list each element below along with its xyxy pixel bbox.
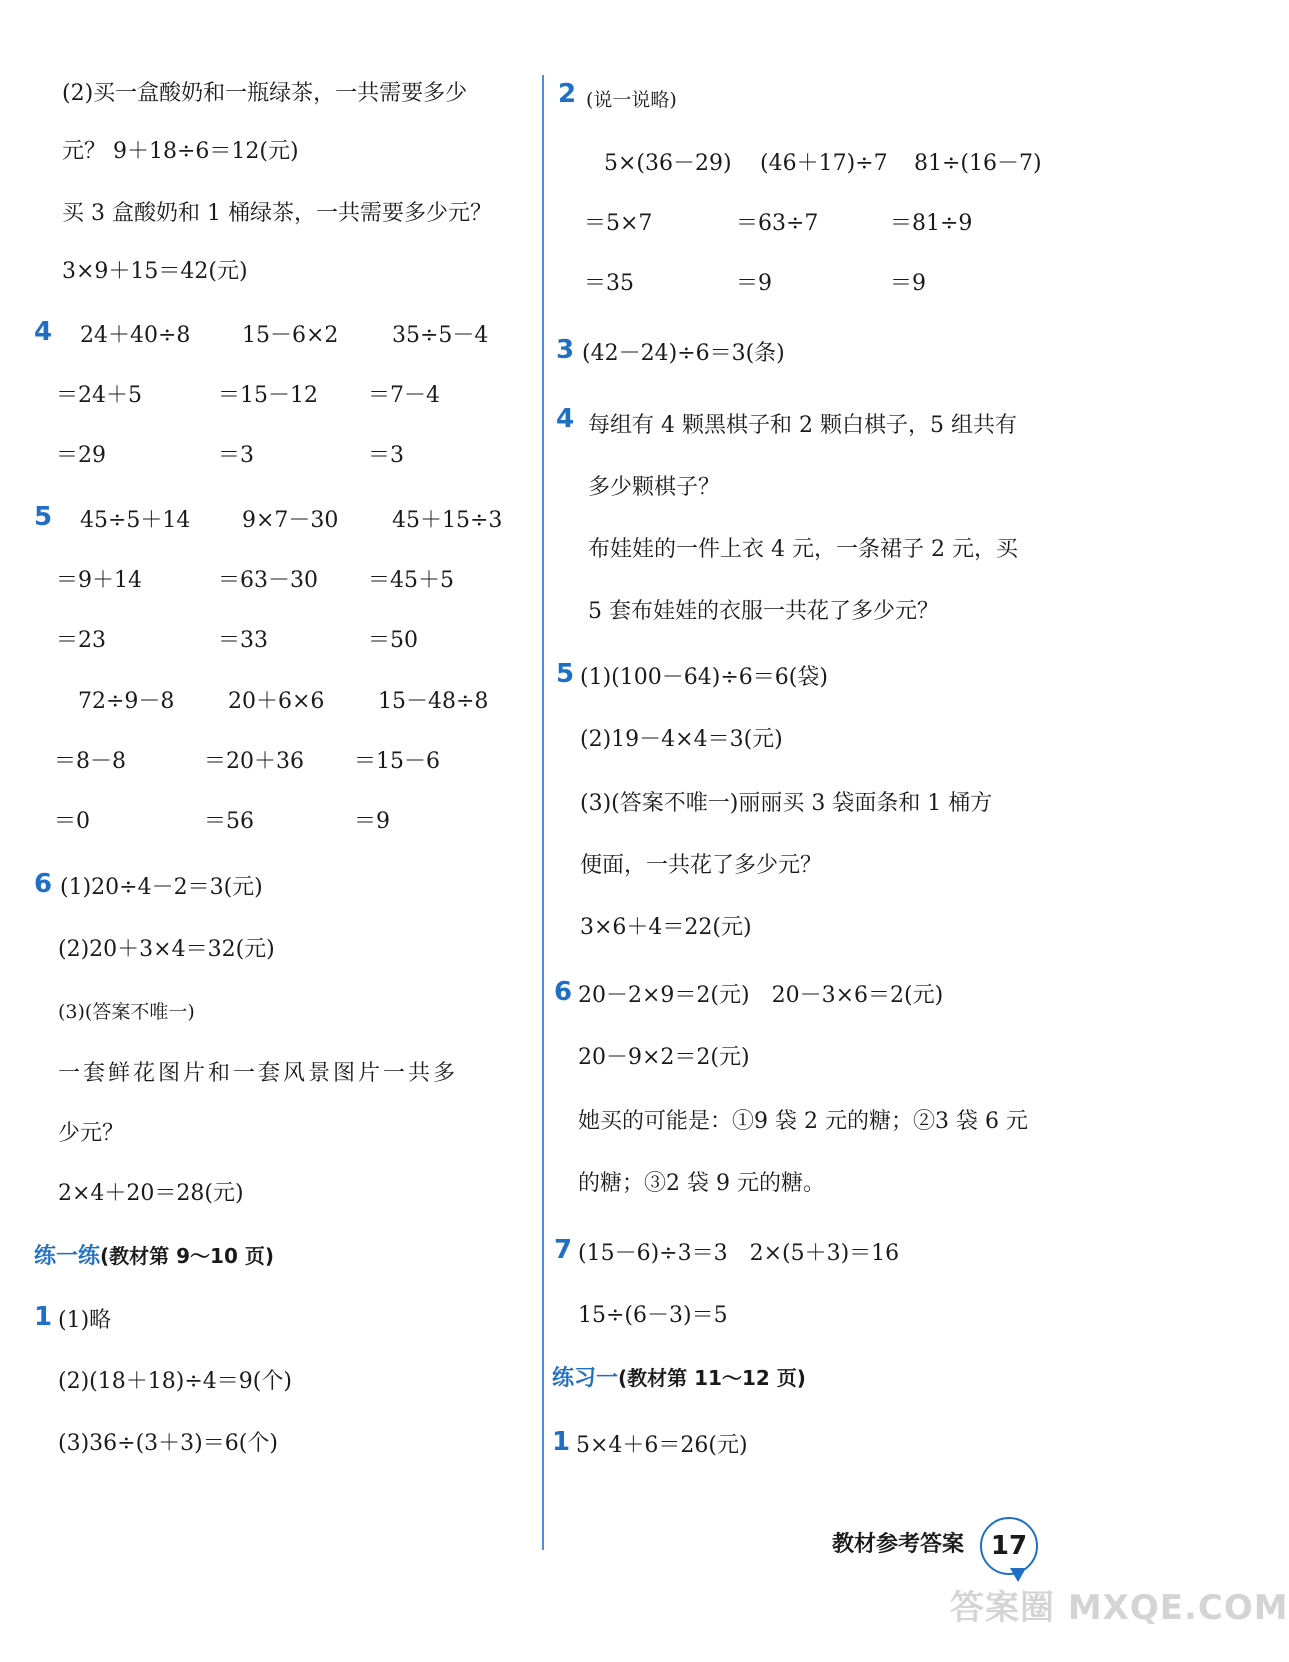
calc-step: 45＋15÷3 [392, 508, 503, 533]
calc-step: 15－6×2 [242, 323, 339, 348]
answer-text: (3)(答案不唯一)丽丽买 3 袋面条和 1 桶方 [580, 791, 993, 816]
answer-text: 20－2×9＝2(元) 20－3×6＝2(元) [578, 983, 944, 1008]
calc-step: ＝33 [218, 628, 268, 653]
answer-text: (42－24)÷6＝3(条) [582, 341, 785, 366]
question-number: 3 [556, 335, 575, 365]
answer-text: 一套鲜花图片和一套风景图片一共多 [58, 1061, 459, 1086]
calc-step: ＝23 [56, 628, 106, 653]
answer-text: (2)(18＋18)÷4＝9(个) [58, 1369, 292, 1394]
calc-step: ＝3 [218, 443, 254, 468]
calc-step: ＝63÷7 [736, 211, 819, 236]
calc-step: ＝9 [354, 809, 390, 834]
answer-text: (1)20÷4－2＝3(元) [60, 875, 263, 900]
calc-step: 24＋40÷8 [80, 323, 191, 348]
answer-text: 元？ 9＋18÷6＝12(元) [62, 139, 299, 164]
question-number: 4 [34, 317, 53, 347]
page-number: 17 [990, 1531, 1028, 1561]
question-number: 5 [556, 659, 575, 689]
calc-step: 45÷5＋14 [80, 508, 191, 533]
answer-text: 便面，一共花了多少元？ [580, 853, 823, 878]
page-number-badge [980, 1517, 1038, 1575]
answer-text: 的糖；③2 袋 9 元的糖。 [578, 1171, 825, 1196]
section-heading [552, 1364, 806, 1393]
calc-step: ＝81÷9 [890, 211, 973, 236]
calc-step: 5×(36－29) [604, 151, 732, 176]
calc-step: 9×7－30 [242, 508, 339, 533]
answer-text: 每组有 4 颗黑棋子和 2 颗白棋子，5 组共有 [588, 413, 1017, 438]
question-number: 1 [34, 1302, 53, 1332]
question-number: 5 [34, 502, 53, 532]
answer-text: 2×4＋20＝28(元) [58, 1181, 244, 1206]
answer-text: (2)19－4×4＝3(元) [580, 727, 783, 752]
section-label: 练一练 [34, 1244, 101, 1269]
answer-text: (2)20＋3×4＝32(元) [58, 937, 275, 962]
calc-step: ＝15－12 [218, 383, 318, 408]
calc-step: ＝35 [584, 271, 634, 296]
answer-note: (说一说略) [586, 89, 677, 111]
column-divider [542, 75, 544, 1550]
footer-title: 教材参考答案 [831, 1532, 964, 1557]
calc-step: ＝0 [54, 809, 90, 834]
calc-step: ＝29 [56, 443, 106, 468]
calc-step: ＝24＋5 [56, 383, 142, 408]
answer-text: (3)36÷(3＋3)＝6(个) [58, 1431, 278, 1456]
calc-step: ＝8－8 [54, 749, 126, 774]
section-page-ref: (教材第 11～12 页) [618, 1366, 806, 1390]
question-number: 2 [558, 79, 577, 109]
calc-step: 20＋6×6 [228, 689, 325, 714]
calc-step: (46＋17)÷7 [760, 151, 888, 176]
answer-text: 买 3 盒酸奶和 1 桶绿茶，一共需要多少元？ [62, 201, 492, 226]
answer-text: 20－9×2＝2(元) [578, 1045, 750, 1070]
answer-text: 3×6＋4＝22(元) [580, 915, 752, 940]
answer-text: (2)买一盒酸奶和一瓶绿茶，一共需要多少 [62, 81, 468, 106]
calc-step: ＝45＋5 [368, 568, 454, 593]
calc-step: ＝20＋36 [204, 749, 304, 774]
answer-text: 5 套布娃娃的衣服一共花了多少元？ [588, 599, 939, 624]
calc-step: 35÷5－4 [392, 323, 489, 348]
answer-text: 布娃娃的一件上衣 4 元，一条裙子 2 元，买 [588, 537, 1018, 562]
answer-text: (1)(100－64)÷6＝6(袋) [580, 665, 828, 690]
question-number: 7 [554, 1235, 573, 1265]
question-number: 4 [556, 404, 575, 434]
answer-text: 3×9＋15＝42(元) [62, 259, 248, 284]
calc-step: ＝5×7 [584, 211, 653, 236]
calc-step: ＝63－30 [218, 568, 318, 593]
calc-step: ＝3 [368, 443, 404, 468]
answer-text: 5×4＋6＝26(元) [576, 1433, 748, 1458]
calc-step: 81÷(16－7) [914, 151, 1042, 176]
calc-step: ＝15－6 [354, 749, 440, 774]
answer-text: 多少颗棋子？ [588, 475, 721, 500]
calc-step: 72÷9－8 [78, 689, 175, 714]
calc-step: ＝56 [204, 809, 254, 834]
answer-text: 15÷(6－3)＝5 [578, 1303, 728, 1328]
answer-note: (3)(答案不唯一) [58, 1001, 195, 1023]
question-number: 6 [554, 977, 573, 1007]
calc-step: ＝7－4 [368, 383, 440, 408]
watermark: 答案圈 MXQE.COM [950, 1588, 1289, 1628]
calc-step: ＝9 [890, 271, 926, 296]
section-page-ref: (教材第 9～10 页) [100, 1244, 274, 1268]
section-heading [34, 1242, 274, 1271]
section-label: 练习一 [552, 1366, 619, 1391]
calc-step: ＝9 [736, 271, 772, 296]
answer-text: (15－6)÷3＝3 2×(5＋3)＝16 [578, 1241, 900, 1266]
question-number: 6 [34, 869, 53, 899]
calc-step: ＝9＋14 [56, 568, 142, 593]
question-number: 1 [552, 1427, 571, 1457]
answer-text: 少元？ [58, 1121, 125, 1146]
answer-text: (1)略 [58, 1308, 112, 1333]
calc-step: ＝50 [368, 628, 418, 653]
calc-step: 15－48÷8 [378, 689, 489, 714]
answer-text: 她买的可能是：①9 袋 2 元的糖；②3 袋 6 元 [578, 1109, 1028, 1134]
